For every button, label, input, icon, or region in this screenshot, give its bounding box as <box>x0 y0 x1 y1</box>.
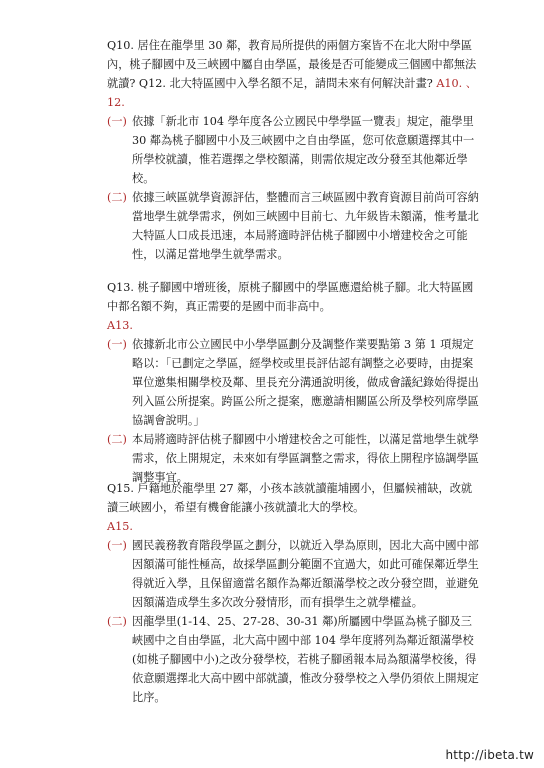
item-text: 本局將適時評估桃子腳國中小增建校舍之可能性，以滿足當地學生就學需求，依上開規定，未來如有學區調整之需求，得依上開程序協調學區調整事宜。 <box>132 433 479 484</box>
answer-item <box>107 536 479 612</box>
item-marker: (一) <box>107 539 127 552</box>
question-text: Q10. 居住在龍學里 30 鄰，教育局所提供的兩個方案皆不在北大附中學區內，桃子腳國中及三峽國中屬自由學區，最後是否可能變成三個國中都無法就讀? Q12. 北大特區國中入學名額不足，請問未來有何解決計畫? A10. 、12. <box>107 39 477 109</box>
answer-ref: A15. <box>107 520 133 533</box>
item-text: 因龍學里(1-14、25、27-28、30-31 鄰)所屬國中學區為桃子腳及三峽國中之自由學區，北大高中國中部 104 學年度將列為鄰近額滿學校(如桃子腳國中小)之改分發學校，若桃子腳函報本局為額滿學校後，得依意願選擇北大高中國中部就讀，惟改分發學校之入學仍須依上開規定比序。 <box>132 615 479 704</box>
question-text: Q13. 桃子腳國中增班後，原桃子腳國中的學區應還給桃子腳。北大特區國中都名額不夠，真正需要的是國中而非高中。 <box>107 281 474 313</box>
item-marker: (二) <box>107 433 127 446</box>
item-marker: (一) <box>107 115 127 128</box>
item-marker: (二) <box>107 615 127 628</box>
item-text: 依據新北市公立國民中小學學區劃分及調整作業要點第 3 第 1 項規定略以：「已劃定之學區，經學校或里長評估認有調整之必要時，由提案單位邀集相關學校及鄰、里長充分溝通說明後，做成會議紀錄始得提出列入區公所提案。跨區公所之提案，應邀請相關區公所及學校列席學區協調會說明。」 <box>132 338 479 427</box>
item-marker: (一) <box>107 338 127 351</box>
answer-item <box>107 612 479 707</box>
item-text: 國民義務教育階段學區之劃分，以就近入學為原則，因北大高中國中部因額滿可能性極高，故採學區劃分範圍不宜過大，如此可確保鄰近學生得就近入學，且保留適當名額作為鄰近額滿學校之改分發空間，並避免因額滿造成學生多次改分發情形，而有損學生之就學權益。 <box>132 539 479 609</box>
question-text: Q15. 戶籍地於龍學里 27 鄰，小孩本該就讀龍埔國小，但屬候補缺，改就讀三峽國小，希望有機會能讓小孩就讀北大的學校。 <box>107 482 473 514</box>
qa-section-q15 <box>107 479 479 707</box>
answer-ref: A13. <box>107 319 133 332</box>
item-marker: (二) <box>107 191 127 204</box>
answer-item <box>107 188 479 264</box>
answer-ref: A10. 、12. <box>107 77 477 109</box>
answer-item <box>107 112 479 188</box>
site-watermark: http://ibeta.tw <box>445 748 534 762</box>
qa-section-q13 <box>107 278 479 487</box>
item-text: 依據三峽區就學資源評估，整體而言三峽區國中教育資源目前尚可容納當地學生就學需求，例如三峽國中目前七、九年級皆未額滿，惟考量北大特區人口成長迅速，本局將適時評估桃子腳國中小增建校舍之可能性，以滿足當地學生就學需求。 <box>132 191 479 261</box>
qa-section-q10-q12 <box>107 36 479 264</box>
answer-item <box>107 335 479 430</box>
item-text: 依據「新北市 104 學年度各公立國民中學學區一覽表」規定，龍學里 30 鄰為桃子腳國中小及三峽國中之自由學區，您可依意願選擇其中一所學校就讀，惟若選擇之學校額滿，則需依規定改分發至其他鄰近學校。 <box>132 115 475 185</box>
